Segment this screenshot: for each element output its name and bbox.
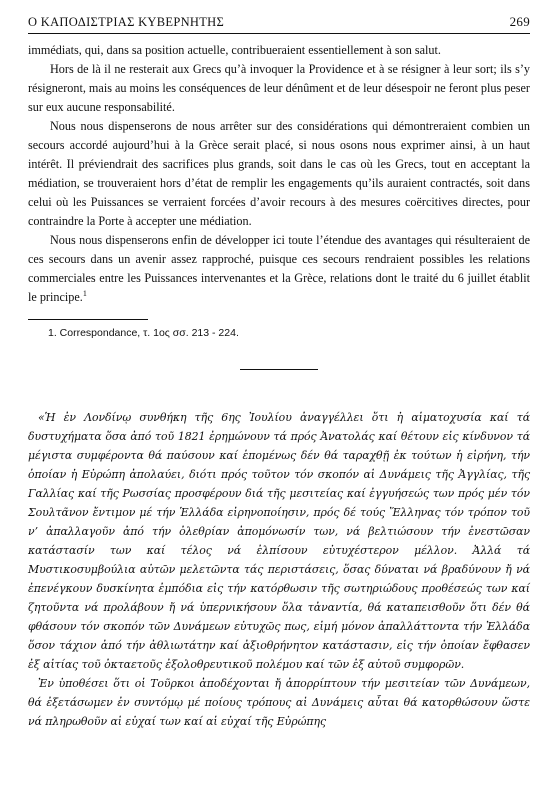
french-paragraph-1: immédiats, qui, dans sa position actuelle, contribueraient essentiellement à son salut.: [28, 43, 441, 57]
running-header: [28, 14, 530, 34]
section-divider: [240, 369, 318, 370]
french-text-block: [28, 41, 530, 307]
greek-paragraph-1: «Ἡ ἐν Λονδίνῳ συνθήκη τῆς 6ης Ἰουλίου ἀναγγέλλει ὅτι ἡ αἱματοχυσία καί τά δυστυχήματα ὅσα ἀπό τοῦ 1821 ἐρημώνουν τά πρός Ἀνατολάς καί θέτουν εἰς κίνδυνον τά μέγιστα συμφέροντα θά παύσουν καί ἑπομένως δέν θά ταραχθῇ ἐκ τούτων ἡ εἰρήνη, τήν ὁποίαν ἡ Εὐρώπη ἀπολαύει, διότι πρός τοῦτον τόν σκοπόν αἱ Δυνάμεις τῆς Ἀγγλίας, τῆς Γαλλίας καί τῆς Ρωσσίας προσφέρουν διά τῆς μεσιτείας καί ἐγγυήσεώς των πρός μέν τόν Σουλτᾶνον ἔντιμον μέ τήν Ἑλλάδα εἰρηνοποίησιν, πρός δέ τούς Ἕλληνας τόν τρόπον τοῦ ν’ ἀπαλλαγοῦν ἀπό τήν ὀλεθρίαν ἀπομόνωσίν των, νά βελτιώσουν τήν ἐνεστῶσαν κατάστασίν των καί τέλος νά ἐλπίσουν εὐτυχέστερον μέλλον. Ἀλλά τά Μυστικοσυμβούλια αὐτῶν μελετῶντα τάς περιστάσεις, ὅσας δύναται νά βραδύνουν ἤ νά ἐπενέγκουν δυσκίνητα ἐμπόδια εἰς τήν κατόρθωσιν τῆς σωτηριώδους προθέσεώς των καί ζητοῦντα νά προλάβουν ἤ νά ὑπερνικήσουν ὅλα τἀναντία, θά καταπεισθοῦν ὅτι δέν θά φθάσουν τόν σκοπόν τῶν Δυνάμεων εὐτυχῶς πως, εἰμή μόνον ἀπαλλάττοντα τήν Ἑλλάδα ὅσον τάχιον ἀπό τήν ἀθλιωτάτην καί ἀξιοθρήνητον κατάστασιν, εἰς τήν ὁποίαν ἔφθασεν ἐξ αἰτίας τοῦ ὀκταετοῦς ἐξολοθρευτικοῦ πολέμου καί τῶν ἐξ αὐτοῦ συμφορῶν.: [28, 411, 530, 671]
footnote-marker: 1: [82, 288, 87, 298]
running-title: Ο ΚΑΠΟΔΙΣΤΡΙΑΣ ΚΥΒΕΡΝΗΤΗΣ: [28, 15, 225, 29]
greek-text-block: [28, 408, 530, 731]
greek-paragraph-2: Ἐν ὑποθέσει ὅτι οἱ Τοῦρκοι ἀποδέχονται ἤ ἀπορρίπτουν τήν μεσιτείαν τῶν Δυνάμεων, θά ἐξετάσωμεν ἐν συντόμῳ μέ ποίους τρόπους αἱ Δυνάμεις αὗται θά κατορθώσουν ὥστε νά πληρωθοῦν αἱ εὐχαί των καί αἱ εὐχαί τῆς Εὐρώπης: [28, 677, 530, 728]
footnote-divider: [28, 319, 148, 320]
page-number: 269: [509, 14, 530, 29]
french-paragraph-4-text: Nous nous dispenserons enfin de développer ici toute l’étendue des avantages qui résulteraient de ces secours dans un avenir assez rapproché, puisque ces secours rendraient possibles les relations commerciales entre les Puissances intervenantes et la Grèce, relations dont le traité du 6 juillet établit le principe.: [28, 233, 530, 304]
french-paragraph-3: Nous nous dispenserons de nous arrêter sur des considérations qui démontreraient combien un secours accordé aujourd’hui à la Grèce serait placé, si nous osons nous exprimer ainsi, à un haut intérêt. Il préviendrait des sacrifices plus grands, soit dans le cas où les Grecs, tout en acceptant la médiation, se trouveraient hors d’état de remplir les engagements qu’ils auraient contractés, soit dans celui où les Puissances se verraient forcées d’avoir recours à des mesures coërcitives directes, pour contraindre la Porte à accepter une médiation.: [28, 119, 530, 228]
french-paragraph-4: [28, 231, 530, 307]
footnote: 1. Correspondance, τ. 1ος σσ. 213 - 224.: [48, 327, 239, 339]
french-paragraph-2: Hors de là il ne resterait aux Grecs qu’à invoquer la Providence et à se résigner à leur sort; ils s’y résigneront, mais au moins les conséquences de leur dénûment et de leur désespoir ne feront plus peser sur eux aucune responsabilité.: [28, 62, 530, 114]
